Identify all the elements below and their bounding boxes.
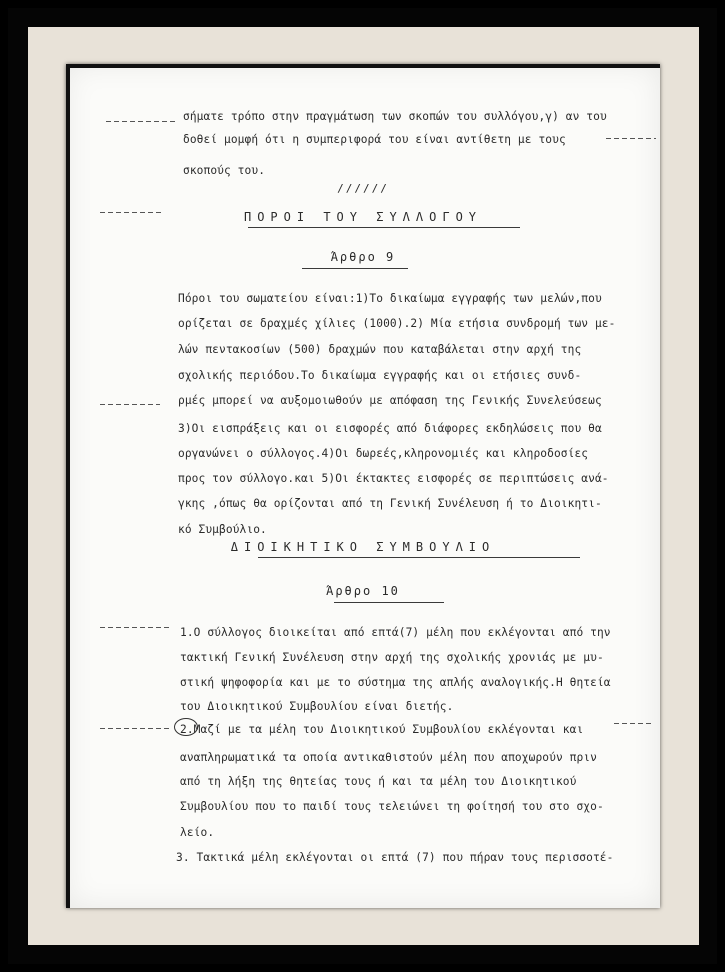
strike-mark: ////// bbox=[337, 182, 389, 195]
text-line: ρμές μπορεί να αυξομοιωθούν με απόφαση της Γενικής Συνελεύσεως bbox=[178, 394, 602, 407]
text-line: 2.Μαζί με τα μέλη του Διοικητικού Συμβουλίου εκλέγονται και bbox=[180, 723, 584, 736]
heading-resources: ΠΟΡΟΙ ΤΟΥ ΣΥΛΛΟΓΟΥ bbox=[243, 210, 483, 224]
heading-underline bbox=[248, 227, 520, 228]
text-line: ορίζεται σε δραχμές χίλιες (1000).2) Μία ετήσια συνδρομή των με- bbox=[178, 317, 616, 330]
text-line: 3. Τακτικά μέλη εκλέγονται οι επτά (7) που πήραν τους περισσοτέ- bbox=[176, 851, 614, 864]
margin-dash bbox=[100, 404, 160, 405]
text-line: στική ψηφοφορία και με το σύστημα της απλής αναλογικής.Η θητεία bbox=[180, 676, 611, 689]
article-10-title: Άρθρο 10 bbox=[326, 584, 400, 598]
text-line: αναπληρωματικά τα οποία αντικαθιστούν μέλη που αποχωρούν πριν bbox=[180, 751, 597, 764]
text-line: Πόροι του σωματείου είναι:1)Το δικαίωμα εγγραφής των μελών,που bbox=[178, 292, 602, 305]
text-line: οργανώνει ο σύλλογος.4)Οι δωρεές,κληρονομιές και κληροδοσίες bbox=[178, 447, 589, 460]
heading-underline bbox=[258, 557, 580, 558]
text-line: σκοπούς του. bbox=[183, 164, 266, 177]
margin-dash bbox=[606, 138, 656, 139]
text-line: κό Συμβούλιο. bbox=[178, 523, 267, 536]
document-page bbox=[66, 64, 660, 908]
text-line: από τη λήξη της θητείας τους ή και τα μέλη του Διοικητικού bbox=[180, 775, 577, 788]
text-line: λών πεντακοσίων (500) δραχμών που καταβάλεται στην αρχή της bbox=[178, 343, 582, 356]
text-line: 3)Οι εισπράξεις και οι εισφορές από διάφορες εκδηλώσεις που θα bbox=[178, 422, 602, 435]
article-underline bbox=[334, 602, 444, 603]
text-line: τακτική Γενική Συνέλευση στην αρχή της σχολικής χρονιάς με μυ- bbox=[180, 651, 604, 664]
text-line: γκης ,όπως θα ορίζονται από τη Γενική Συνέλευση ή το Διοικητι- bbox=[178, 497, 602, 510]
article-9-title: Άρθρο 9 bbox=[330, 250, 396, 264]
margin-dash bbox=[100, 728, 172, 729]
page-edge-top bbox=[66, 64, 660, 68]
article-underline bbox=[302, 268, 408, 269]
text-line: σχολικής περιόδου.Το δικαίωμα εγγραφής και οι ετήσιες συνδ- bbox=[178, 369, 582, 382]
text-line: δοθεί μομφή ότι η συμπεριφορά του είναι αντίθετη με τους bbox=[183, 133, 566, 146]
margin-dash bbox=[100, 627, 170, 628]
heading-board: ΔΙΟΙΚΗΤΙΚΟ ΣΥΜΒΟΥΛΙΟ bbox=[230, 540, 496, 554]
text-line: του Διοικητικού Συμβουλίου είναι διετής. bbox=[180, 700, 454, 713]
text-line: Συμβουλίου που το παιδί τους τελειώνει τη φοίτησή του στο σχο- bbox=[180, 800, 604, 813]
text-line: προς τον σύλλογο.και 5)Οι έκτακτες εισφορές σε περιπτώσεις ανά- bbox=[178, 472, 609, 485]
text-line: σήματε τρόπο στην πραγμάτωση των σκοπών του συλλόγου,γ) αν του bbox=[183, 110, 607, 123]
text-line: λείο. bbox=[180, 826, 215, 839]
margin-dash bbox=[106, 121, 176, 122]
text-line: 1.Ο σύλλογος διοικείται από επτά(7) μέλη που εκλέγονται από την bbox=[180, 626, 611, 639]
margin-dash bbox=[614, 723, 654, 724]
